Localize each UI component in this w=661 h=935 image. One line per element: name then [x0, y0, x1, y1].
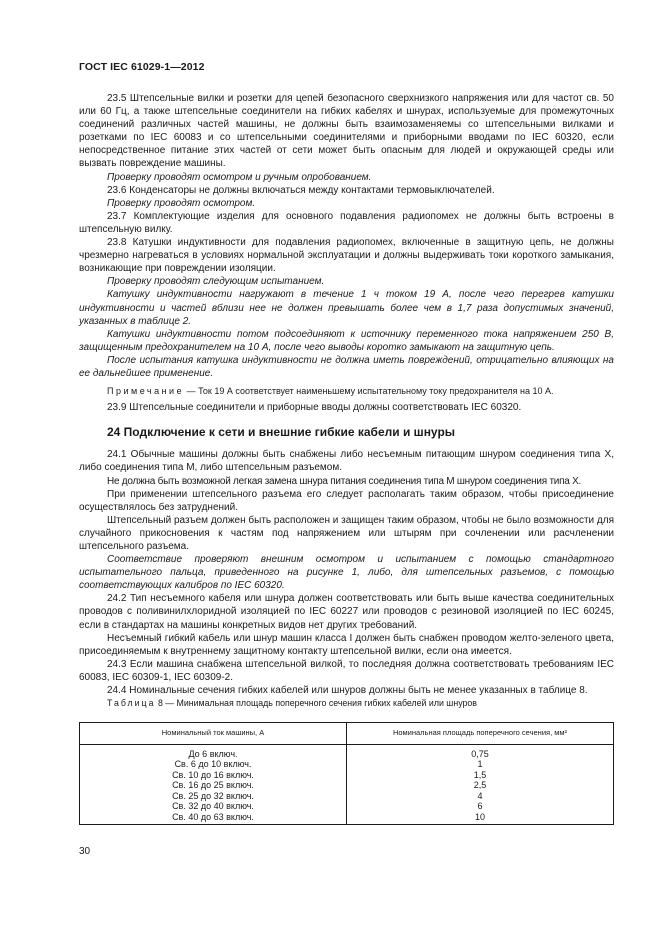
table-cell-section: 1 — [347, 759, 614, 770]
table-cell-current: Св. 16 до 25 включ. — [80, 780, 347, 791]
table-cell-section: 0,75 — [347, 744, 614, 759]
table-header-section: Номинальная площадь поперечного сечения, мм² — [347, 723, 614, 745]
note-label: Примечание — [107, 386, 185, 397]
table-header-current: Номинальный ток машины, А — [80, 723, 347, 745]
table-row — [80, 812, 614, 825]
test-step-connect: Катушки индуктивности потом подсоединяют к источнику переменного тока напряжением 250 В, защищенным предохранителем на 10 А, после чего выводы коротко замыкают на защитную цепь. — [79, 328, 614, 353]
paragraph-23-6: 23.6 Конденсаторы не должны включаться между контактами термовыключателей. — [107, 184, 495, 196]
table-row — [80, 759, 614, 770]
note — [79, 385, 614, 398]
paragraph-23-9: 23.9 Штепсельные соединители и приборные вводы должны соответствовать IEC 60320. — [107, 402, 522, 414]
table-caption — [79, 697, 614, 710]
table-row — [80, 791, 614, 802]
table-cell-section: 1,5 — [347, 770, 614, 781]
paragraph-24-1-replacement: Не должна быть возможной легкая замена шнура питания соединения типа M шнуром соединения типа X. — [107, 475, 582, 487]
table-cell-section: 2,5 — [347, 780, 614, 791]
cross-section-table — [79, 722, 614, 825]
table-cell-current: Св. 25 до 32 включ. — [80, 791, 347, 802]
table-row — [80, 801, 614, 812]
paragraph-23-5: 23.5 Штепсельные вилки и розетки для цепей безопасного сверхнизкого напряжения или для частот св. 50 или 60 Гц, а также штепсельные соединители на гибких кабелях и шнурах, используемые для промежуточных соединений различных частей машины, не должны быть взаимозаменяемы со штепсельными вилками и розетками по IEC 60083 и со штепсельными соединителями и приборными вводами по IEC 60320, если непосредственное питание этих частей от сети может быть опасным для людей и окружающей среды или вызвать повреждение машины. — [79, 93, 614, 170]
paragraph-24-1-plug: При применении штепсельного разъема его следует располагать таким образом, чтобы присоединение осуществлялось без затруднений. — [79, 488, 614, 513]
note-text: Ток 19 А соответствует наименьшему испытательному току предохранителя на 10 А. — [198, 386, 554, 397]
table-row — [80, 770, 614, 781]
table-cell-section: 6 — [347, 801, 614, 812]
check-method-23-6: Проверку проводят осмотром. — [107, 197, 256, 209]
check-method-23-5: Проверку проводят осмотром и ручным опробованием. — [107, 171, 372, 183]
test-step-result: После испытания катушка индуктивности не должна иметь повреждений, отрицательно влияющих на ее дальнейшее применение. — [79, 354, 614, 379]
table-row — [80, 744, 614, 759]
paragraph-23-8: 23.8 Катушки индуктивности для подавления радиопомех, включенные в защитную цепь, не должны чрезмерно нагреваться в условиях нормальной эксплуатации и должны выдерживать токи короткого замыкания, возникающие при повреждении изоляции. — [79, 237, 614, 275]
table-cell-section: 4 — [347, 791, 614, 802]
table-cell-current: Св. 10 до 16 включ. — [80, 770, 347, 781]
paragraph-24-2: 24.2 Тип несъемного кабеля или шнура должен соответствовать или быть выше качества соединительных проводов с поливинилхлоридной изоляцией по IEC 60227 или проводов с резиновой изоляцией по IEC 60245, если в стандартах на машины конкретных видов нет других требований. — [79, 593, 614, 631]
paragraph-24-3: 24.3 Если машина снабжена штепсельной вилкой, то последняя должна соответствовать требованиям IEC 60083, IEC 60309-1, IEC 60309-2. — [79, 658, 614, 683]
paragraph-24-4: 24.4 Номинальные сечения гибких кабелей или шнуров должны быть не менее указанных в таблице 8. — [107, 685, 588, 697]
check-method-24-1: Соответствие проверяют внешним осмотром и испытанием с помощью стандартного испытательного пальца, приведенного на рисунке 1, либо, для штепсельных разъемов, с помощью соответствующих калибров по IEC 60320. — [79, 554, 614, 592]
document-body — [79, 92, 614, 825]
paragraph-23-7: 23.7 Комплектующие изделия для основного подавления радиопомех не должны быть встроены в штепсельную вилку. — [79, 210, 614, 235]
page-number: 30 — [79, 846, 91, 857]
table-cell-current: Св. 32 до 40 включ. — [80, 801, 347, 812]
paragraph-24-1: 24.1 Обычные машины должны быть снабжены либо несъемным питающим шнуром соединения типа X, либо соединения типа M, либо штепсельным разъемом. — [79, 449, 614, 474]
table-cell-current: Св. 6 до 10 включ. — [80, 759, 347, 770]
document-header: ГОСТ IEC 61029-1—2012 — [79, 61, 205, 73]
table-caption-text: 8 — Минимальная площадь поперечного сечения гибких кабелей или шнуров — [157, 698, 477, 709]
table-cell-current: До 6 включ. — [80, 744, 347, 759]
table-caption-label: Таблица — [107, 698, 156, 709]
check-method-23-8: Проверку проводят следующим испытанием. — [107, 276, 325, 288]
table-cell-section: 10 — [347, 812, 614, 825]
section-title: 24 Подключение к сети и внешние гибкие кабели и шнуры — [107, 425, 456, 440]
note-dash: — — [186, 386, 196, 397]
paragraph-24-1-protection: Штепсельный разъем должен быть расположен и защищен таким образом, чтобы не было возможности для случайного прикосновения к частям под напряжением или штырям при сочленении или расчленении штепсельного разъема. — [79, 514, 614, 552]
table-cell-current: Св. 40 до 63 включ. — [80, 812, 347, 825]
table-row — [80, 780, 614, 791]
paragraph-24-2-class-i: Несъемный гибкий кабель или шнур машин класса I должен быть снабжен проводом желто-зеленого цвета, присоединяемым к внутреннему защитному контакту штепсельной вилки, если она имеется. — [79, 632, 614, 657]
test-step-load: Катушку индуктивности нагружают в течение 1 ч током 19 А, после чего перегрев катушки индуктивности и частей вблизи нее не должен превышать более чем в 1,7 раза допустимых значений, указанных в таблице 2. — [79, 289, 614, 327]
